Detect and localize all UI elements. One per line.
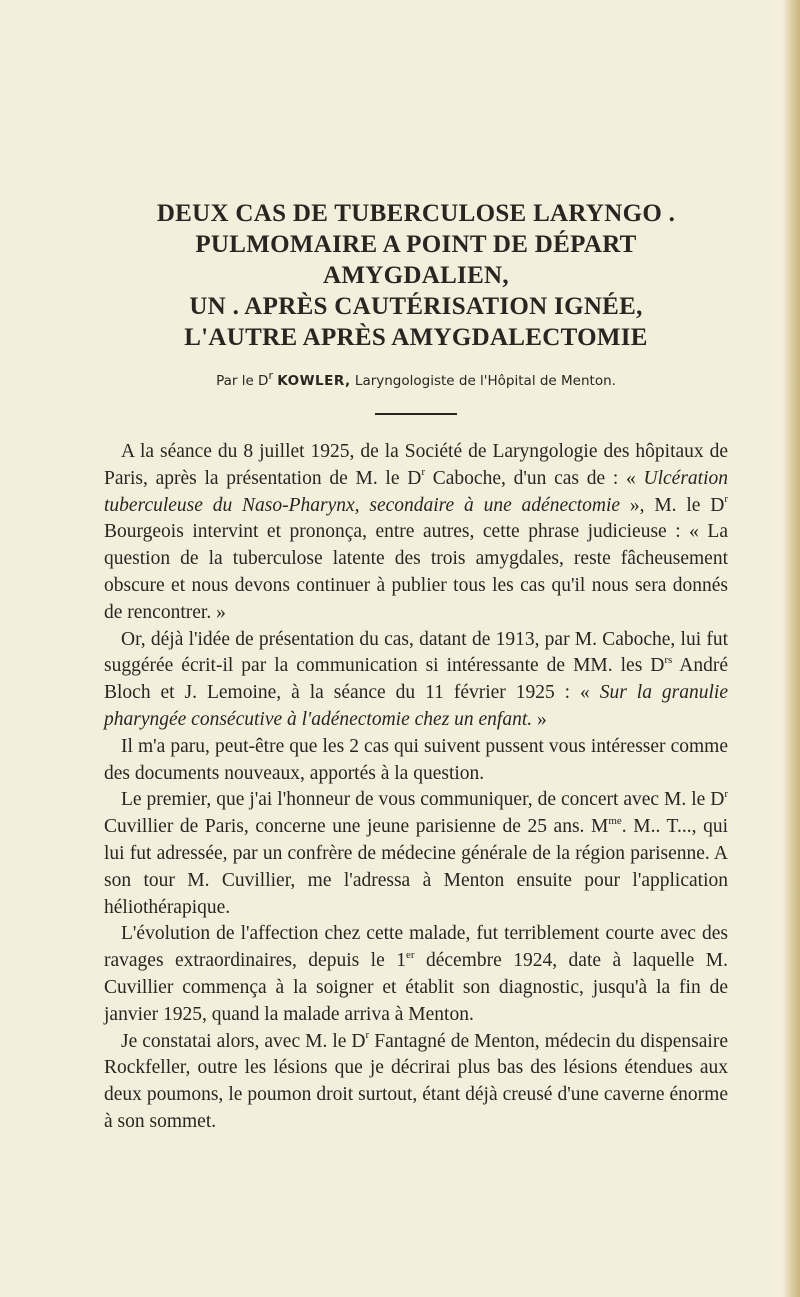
paragraph <box>104 921 728 1028</box>
text-run: André Bloch et J. Lemoine, à la séance du 11 février 1925 : « <box>104 655 729 704</box>
page-edge <box>782 0 800 1297</box>
title-line: PULMOMAIRE A POINT DE DÉPART AMYGDALIEN, <box>195 231 637 289</box>
superscript: r <box>421 466 426 479</box>
title-line: DEUX CAS DE TUBERCULOSE LARYNGO . <box>156 200 676 227</box>
article-title <box>104 198 728 353</box>
text-run: L'évolution de l'affection chez cette malade, fut terriblement courte avec des ravages extraordinaires, depuis le 1 <box>104 923 728 972</box>
text-run: Le premier, que j'ai l'honneur de vous communiquer, de concert avec M. le D <box>121 789 725 811</box>
text-run: . M.. T..., qui lui fut adressée, par un confrère de médecine générale de la région parisenne. A son tour M. Cuvillier, me l'adressa à Menton ensuite pour l'application héliothérapique. <box>104 816 728 918</box>
author-name: KOWLER, <box>277 373 351 389</box>
byline <box>104 368 728 389</box>
superscript: r <box>365 1029 370 1042</box>
paragraph <box>104 787 728 921</box>
text-run: A la séance du 8 juillet 1925, de la Société de Laryngologie des hôpitaux de Paris, après la présentation de M. le D <box>104 441 728 489</box>
title-line: UN . APRÈS CAUTÉRISATION IGNÉE, <box>189 293 643 320</box>
text-run: » <box>532 708 547 730</box>
byline-prefix: Par le D <box>216 373 269 389</box>
text-run: Caboche, d'un cas de : « <box>425 467 644 489</box>
superscript: me <box>608 814 622 827</box>
italic-title: Sur la granulie pharyngée consécutive à l'adénectomie chez un enfant. <box>104 682 729 730</box>
text-run: Cuvillier de Paris, concerne une jeune parisienne de 25 ans. M <box>104 816 609 838</box>
title-line: L'AUTRE APRÈS AMYGDALECTOMIE <box>184 324 648 351</box>
byline-sup: r <box>268 368 273 382</box>
text-run: », M. le D <box>620 494 725 516</box>
article-body <box>104 439 728 1136</box>
divider <box>375 413 457 415</box>
italic-title: Ulcération tuberculeuse du Naso-Pharynx, secondaire à une adénectomie <box>104 467 728 516</box>
superscript: er <box>405 948 415 961</box>
text-run: Je constatai alors, avec M. le D <box>121 1030 366 1052</box>
superscript: r <box>724 787 728 800</box>
superscript: rs <box>664 653 673 666</box>
article <box>104 198 728 1136</box>
author-affiliation: Laryngologiste de l'Hôpital de Menton. <box>350 373 616 389</box>
paragraph: Il m'a paru, peut-être que les 2 cas qui suivent pussent vous intéresser comme des documents nouveaux, apportés à la question. <box>104 735 728 784</box>
text-run: Fantagné de Menton, médecin du dispensaire Rockfeller, outre les lésions que je décrirai plus bas des lésions étendues aux deux poumons, le poumon droit surtout, étant déjà creusé d'une caverne énorme à son sommet. <box>104 1030 728 1132</box>
paragraph <box>104 439 728 627</box>
superscript: r <box>724 493 728 506</box>
paragraph <box>104 627 728 734</box>
text-run: Bourgeois intervint et prononça, entre autres, cette phrase judicieuse : « La question de la tuberculose latente des trois amygdales, reste fâcheusement obscure et nous devons continuer à publier tous les cas qu'il nous sera donnés de rencontrer. » <box>104 521 728 623</box>
paragraph <box>104 1029 728 1136</box>
text-run: décembre 1924, date à laquelle M. Cuvillier commença à la soigner et établit son diagnostic, jusqu'à la fin de janvier 1925, quand la malade arriva à Menton. <box>104 950 728 1025</box>
text-run: Or, déjà l'idée de présentation du cas, datant de 1913, par M. Caboche, lui fut suggérée écrit-il par la communication si intéressante de MM. les D <box>104 628 728 677</box>
